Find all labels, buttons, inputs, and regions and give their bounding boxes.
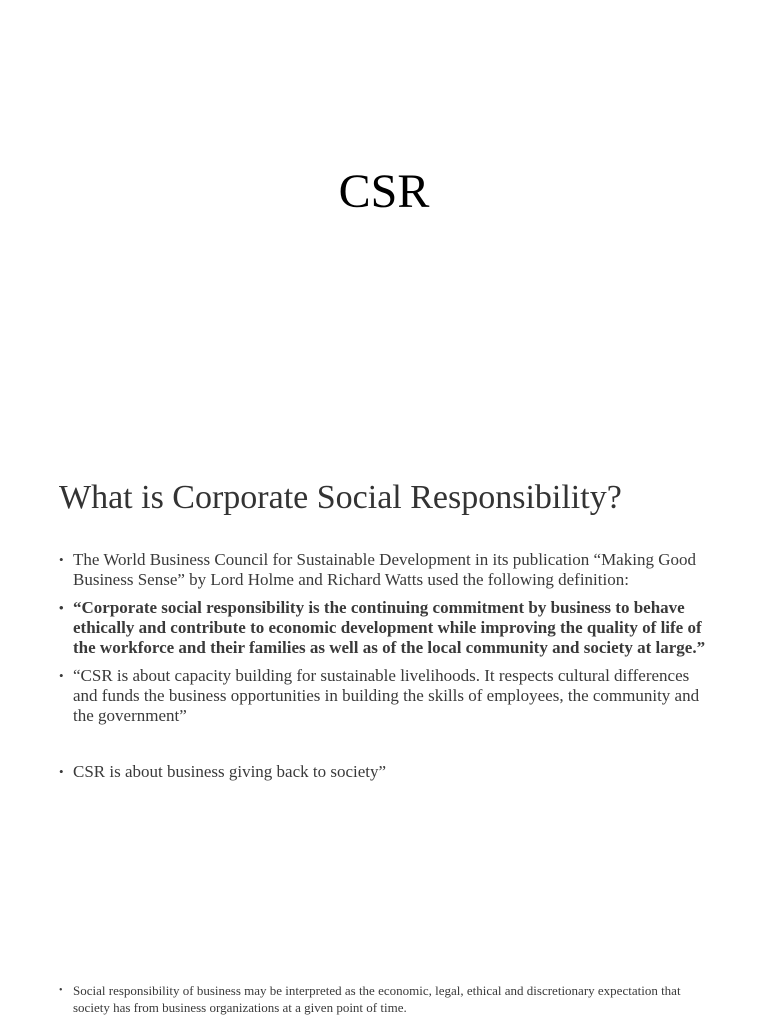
bullet-item-giving-back [59,762,709,782]
bullet-item-definition-quote [59,598,709,658]
section-heading: What is Corporate Social Responsibility? [59,479,622,516]
bullet-item-wbcsd [59,550,709,590]
interpretation-bullet-list [59,982,709,1016]
bullet-icon: • [59,600,64,615]
bullet-icon: • [59,552,64,567]
bullet-text: CSR is about business giving back to society” [73,762,387,781]
definition-bullet-list [59,550,709,782]
bullet-text: Social responsibility of business may be interpreted as the economic, legal, ethical and discretionary expectation that society has from business organizations at a given point of time. [73,983,681,1015]
bullet-icon: • [59,668,64,683]
bullet-item-interpretation [59,982,709,1016]
bullet-icon: • [59,764,64,779]
bullet-text: The World Business Council for Sustainable Development in its publication “Making Good Business Sense” by Lord Holme and Richard Watts used the following definition: [73,550,696,589]
bullet-icon: • [59,985,63,996]
bullet-text: “CSR is about capacity building for sustainable livelihoods. It respects cultural differences and funds the business opportunities in building the skills of employees, the community and the government” [73,666,700,725]
bullet-item-capacity-building [59,666,709,726]
bullet-text: “Corporate social responsibility is the continuing commitment by business to behave ethically and contribute to economic development while improving the quality of life of the workforce and their families as well as of the local community and society at large.” [73,598,706,657]
slide-title: CSR [338,165,430,218]
